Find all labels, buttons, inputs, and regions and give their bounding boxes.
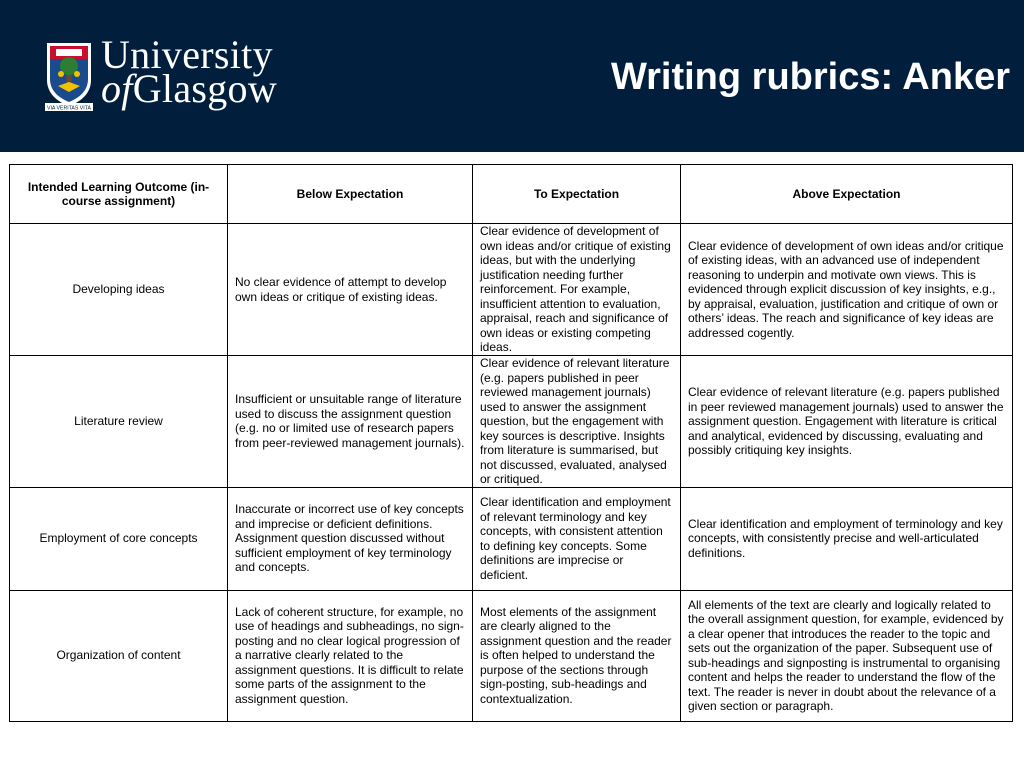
table-row <box>10 590 1013 721</box>
rubric-table <box>9 164 1013 722</box>
above-cell: All elements of the text are clearly and logically related to the overall assignment question, for example, evidenced by a clear opener that introduces the reader to the topic and sets out the organization of the paper. Subsequent use of sub-headings and signposting is instrumental to organising content and helps the reader to understand the flow of the text. The reader is never in doubt about the relevance of a given section or paragraph. <box>681 590 1013 721</box>
below-cell: Lack of coherent structure, for example, no use of headings and subheadings, no sign-posting and no clear logical progression of a narrative clearly related to the assignment questions. It is difficult to relate some parts of the assignment to the assignment question. <box>228 590 473 721</box>
outcome-cell: Literature review <box>10 356 228 488</box>
to-cell: Clear evidence of development of own ideas and/or critique of existing ideas, but with the underlying justification needing further reinforcement. For example, insufficient attention to evaluation, appraisal, reach and significance of own ideas or existing competing ideas. <box>473 224 681 356</box>
university-logo <box>44 32 278 114</box>
header-to: To Expectation <box>473 165 681 224</box>
outcome-cell: Employment of core concepts <box>10 487 228 590</box>
header-below: Below Expectation <box>228 165 473 224</box>
to-cell: Clear evidence of relevant literature (e.g. papers published in peer reviewed management journals) used to answer the assignment question, but the engagement with key sources is descriptive. Insights from literature is summarised, but not discussed, evaluated, analysed or critiqued. <box>473 356 681 488</box>
outcome-cell: Organization of content <box>10 590 228 721</box>
wordmark-glasgow: Glasgow <box>132 66 278 111</box>
above-cell: Clear evidence of relevant literature (e.g. papers published in peer reviewed management journals) used to answer the assignment question. Engagement with literature is critical and analytical, evidenced by discussing, evaluating and possibly critiquing key insights. <box>681 356 1013 488</box>
header-above: Above Expectation <box>681 165 1013 224</box>
table-row <box>10 487 1013 590</box>
slide-title: Writing rubrics: Anker <box>610 56 1010 98</box>
wordmark-of: of <box>101 66 133 111</box>
above-cell: Clear identification and employment of terminology and key concepts, with consistently precise and well-articulated definitions. <box>681 487 1013 590</box>
university-crest-icon <box>44 40 94 112</box>
table-row <box>10 356 1013 488</box>
rubric-header-row <box>10 165 1013 224</box>
above-cell: Clear evidence of development of own ideas and/or critique of existing ideas, with an advanced use of independent reasoning to underpin and motivate own views. This is evidenced through explicit discussion of key insights, e.g., by appraisal, evaluation, justification and critique of own or others’ ideas. The reach and significance of key ideas are addressed cogently. <box>681 224 1013 356</box>
table-row <box>10 224 1013 356</box>
header-outcome: Intended Learning Outcome (in-course assignment) <box>10 165 228 224</box>
below-cell: Insufficient or unsuitable range of literature used to discuss the assignment question (e.g. no or limited use of research papers from peer-reviewed management journals). <box>228 356 473 488</box>
wordmark-line1: University <box>101 32 273 77</box>
below-cell: Inaccurate or incorrect use of key concepts and imprecise or deficient definitions. Assignment question discussed without sufficient employment of key terminology and concepts. <box>228 487 473 590</box>
crest-motto: VIA VERITAS VITA <box>47 105 91 112</box>
to-cell: Clear identification and employment of relevant terminology and key concepts, with consistent attention to defining key concepts. Some definitions are imprecise or deficient. <box>473 487 681 590</box>
outcome-cell: Developing ideas <box>10 224 228 356</box>
university-wordmark <box>101 32 278 111</box>
to-cell: Most elements of the assignment are clearly aligned to the assignment question and the reader is often helped to understand the purpose of the sections through sign-posting, sub-headings and contextualization. <box>473 590 681 721</box>
slide-header <box>0 0 1024 152</box>
below-cell: No clear evidence of attempt to develop own ideas or critique of existing ideas. <box>228 224 473 356</box>
